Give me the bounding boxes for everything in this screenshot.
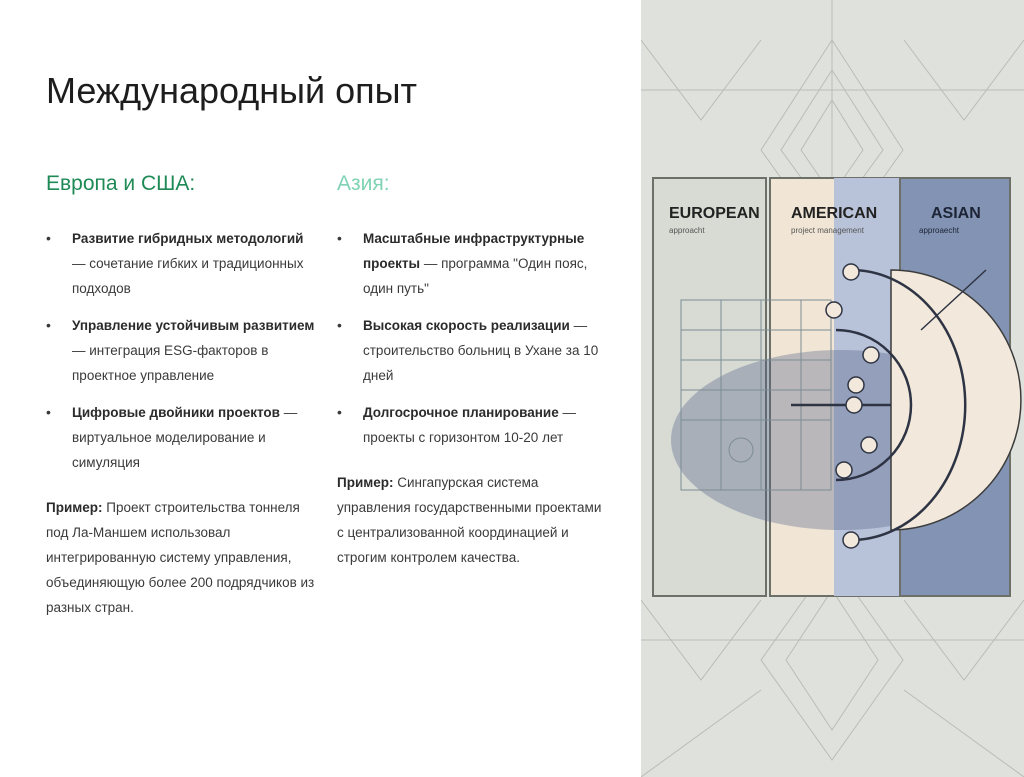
list-item <box>46 226 316 301</box>
bullet-bold: Долгосрочное планирование <box>363 405 559 420</box>
bullet-bold: Цифровые двойники проектов <box>72 405 280 420</box>
asian-subtitle: approaecht <box>919 226 960 235</box>
bullet-text: — виртуальное моделирование и симуляция <box>72 405 298 470</box>
asian-title: ASIAN <box>931 205 981 222</box>
bullet-bold: Развитие гибридных методологий <box>72 231 304 246</box>
asia-heading: Азия: <box>337 172 390 195</box>
illustration-canvas <box>641 0 1024 777</box>
bullet-bold: Масштабные инфраструктурные проекты <box>363 231 585 271</box>
bullet-icon: • <box>46 230 51 246</box>
example-label: Пример: <box>337 475 394 490</box>
american-subtitle: project management <box>791 226 864 235</box>
list-item <box>337 400 607 450</box>
illustration <box>641 0 1024 777</box>
bullet-icon: • <box>337 317 342 333</box>
europe-usa-example <box>46 495 316 620</box>
example-label: Пример: <box>46 500 103 515</box>
bullet-icon: • <box>46 404 51 420</box>
europe-usa-column <box>46 172 316 620</box>
example-text: Проект строительства тоннеля под Ла-Маншем использовал интегрированную систему управления, объединяющую более 200 подрядчиков из разных стран. <box>46 500 315 615</box>
bullet-icon: • <box>46 317 51 333</box>
bullet-text: — строительство больниц в Ухане за 10 дней <box>363 318 599 383</box>
example-text: Сингапурская система управления государственными проектами с централизованной координацией и строгим контролем качества. <box>337 475 602 565</box>
bullet-text: — программа "Один пояс, один путь" <box>363 256 588 296</box>
bullet-icon: • <box>337 404 342 420</box>
asia-bullets <box>337 226 607 450</box>
page-title: Международный опыт <box>46 70 418 111</box>
bullet-icon: • <box>337 230 342 246</box>
american-title: AMERICAN <box>791 205 878 222</box>
list-item <box>46 313 316 388</box>
european-subtitle: approacht <box>669 226 705 235</box>
list-item <box>46 400 316 475</box>
bullet-text: — интеграция ESG-факторов в проектное управление <box>72 343 269 383</box>
europe-usa-heading: Европа и США: <box>46 172 196 195</box>
bullet-bold: Управление устойчивым развитием <box>72 318 315 333</box>
europe-usa-bullets <box>46 226 316 475</box>
bullet-text: — сочетание гибких и традиционных подходов <box>72 256 304 296</box>
list-item <box>337 313 607 388</box>
asia-column <box>337 172 607 570</box>
bullet-text: — проекты с горизонтом 10-20 лет <box>363 405 576 445</box>
list-item <box>337 226 607 301</box>
european-title: EUROPEAN <box>669 205 760 222</box>
asia-example <box>337 470 607 570</box>
bullet-bold: Высокая скорость реализации <box>363 318 570 333</box>
